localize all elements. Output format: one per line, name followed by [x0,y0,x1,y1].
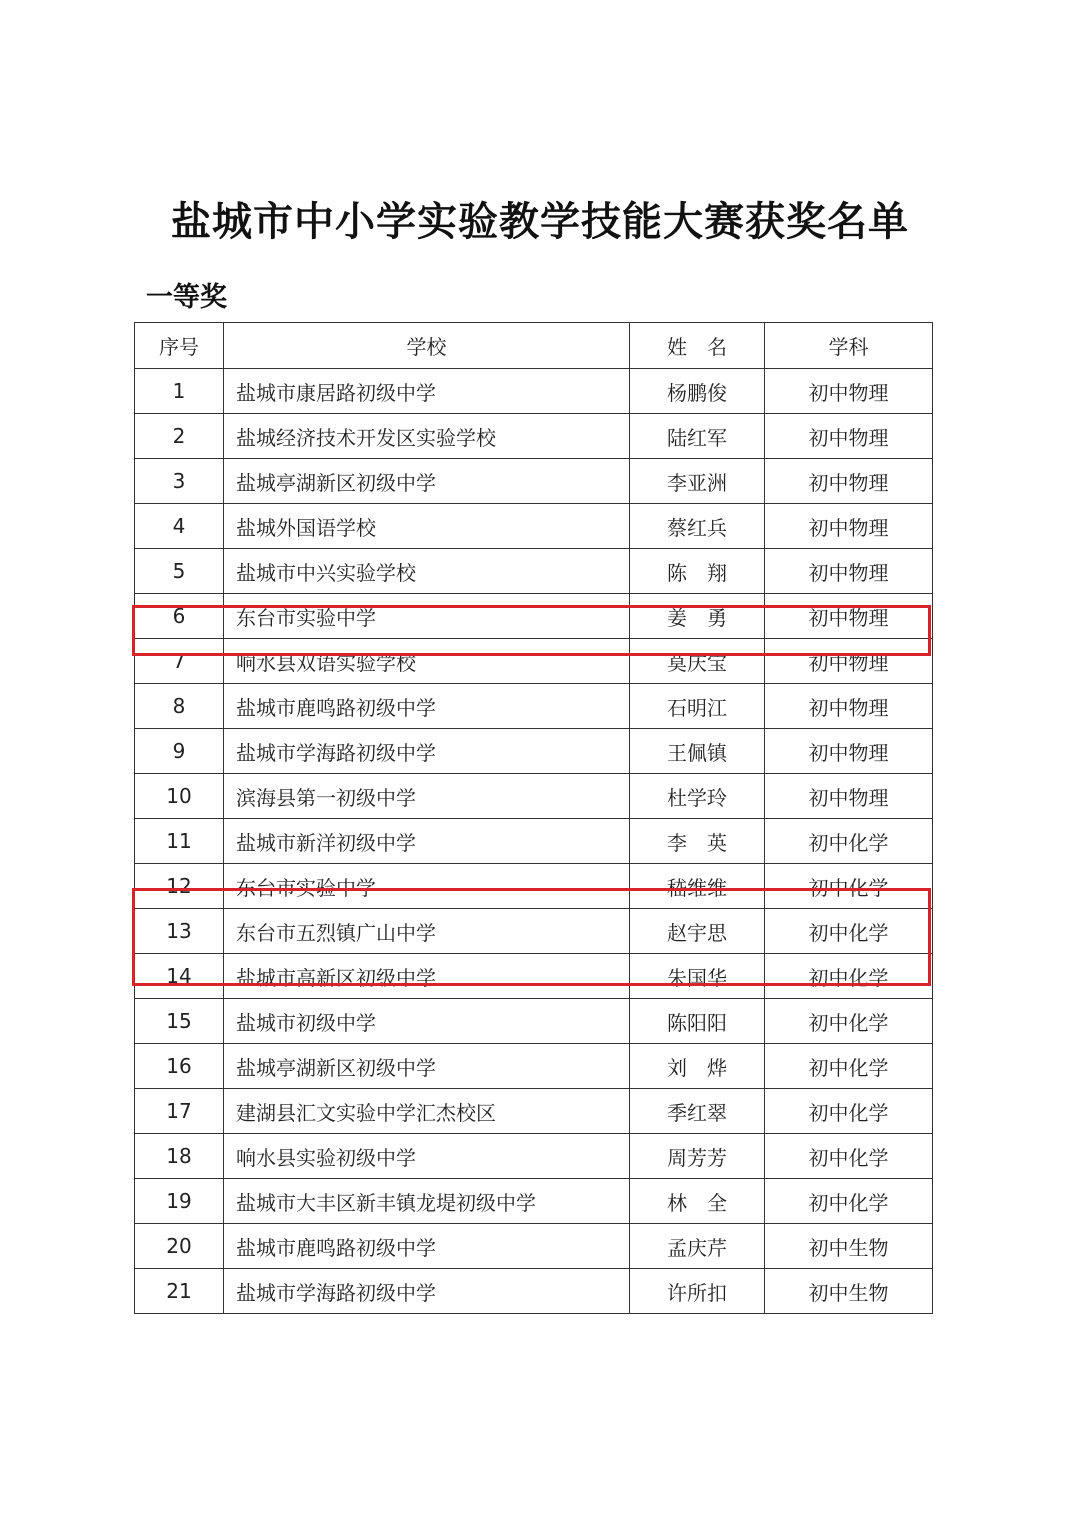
cell-name: 季红翠 [630,1089,765,1134]
cell-school: 盐城市大丰区新丰镇龙堤初级中学 [224,1179,630,1224]
table-row [135,1269,933,1314]
table-row [135,774,933,819]
header-seq: 序号 [135,323,224,369]
cell-subject: 初中物理 [765,369,933,414]
cell-seq: 5 [135,549,224,594]
cell-school: 东台市五烈镇广山中学 [224,909,630,954]
cell-subject: 初中物理 [765,594,933,639]
cell-subject: 初中物理 [765,774,933,819]
cell-seq: 21 [135,1269,224,1314]
cell-name: 陈 翔 [630,549,765,594]
cell-school: 响水县实验初级中学 [224,1134,630,1179]
header-subject: 学科 [765,323,933,369]
cell-school: 盐城经济技术开发区实验学校 [224,414,630,459]
cell-subject: 初中化学 [765,954,933,999]
table-row [135,414,933,459]
cell-seq: 6 [135,594,224,639]
cell-name: 姜 勇 [630,594,765,639]
cell-school: 盐城市鹿鸣路初级中学 [224,1224,630,1269]
cell-seq: 10 [135,774,224,819]
cell-name: 王佩镇 [630,729,765,774]
cell-name: 石明江 [630,684,765,729]
cell-name: 周芳芳 [630,1134,765,1179]
cell-school: 盐城市康居路初级中学 [224,369,630,414]
cell-seq: 12 [135,864,224,909]
table-row [135,999,933,1044]
cell-subject: 初中物理 [765,639,933,684]
cell-subject: 初中物理 [765,684,933,729]
cell-seq: 15 [135,999,224,1044]
table-row [135,1044,933,1089]
table-row [135,684,933,729]
cell-seq: 1 [135,369,224,414]
cell-name: 嵇维维 [630,864,765,909]
cell-school: 盐城亭湖新区初级中学 [224,1044,630,1089]
table-row [135,594,933,639]
table-row [135,864,933,909]
section-title-first-prize: 一等奖 [146,282,227,313]
cell-seq: 13 [135,909,224,954]
cell-name: 莫庆宝 [630,639,765,684]
table-header-row [135,323,933,369]
cell-subject: 初中化学 [765,1089,933,1134]
cell-school: 盐城市初级中学 [224,999,630,1044]
cell-school: 盐城市高新区初级中学 [224,954,630,999]
cell-subject: 初中生物 [765,1224,933,1269]
cell-name: 孟庆芹 [630,1224,765,1269]
header-school: 学校 [224,323,630,369]
cell-school: 响水县双语实验学校 [224,639,630,684]
cell-name: 刘 烨 [630,1044,765,1089]
cell-name: 赵宇思 [630,909,765,954]
cell-subject: 初中物理 [765,504,933,549]
cell-seq: 2 [135,414,224,459]
table-row [135,909,933,954]
table-row [135,369,933,414]
table-header [135,323,933,369]
cell-seq: 16 [135,1044,224,1089]
cell-name: 陆红军 [630,414,765,459]
cell-subject: 初中化学 [765,1179,933,1224]
cell-school: 盐城市新洋初级中学 [224,819,630,864]
cell-seq: 8 [135,684,224,729]
table-row [135,729,933,774]
table-row [135,819,933,864]
cell-subject: 初中物理 [765,729,933,774]
table-row [135,1134,933,1179]
cell-seq: 9 [135,729,224,774]
cell-name: 李 英 [630,819,765,864]
cell-subject: 初中化学 [765,819,933,864]
table-row [135,549,933,594]
award-table [134,322,933,1314]
cell-school: 盐城亭湖新区初级中学 [224,459,630,504]
cell-seq: 7 [135,639,224,684]
cell-seq: 19 [135,1179,224,1224]
cell-seq: 18 [135,1134,224,1179]
cell-seq: 20 [135,1224,224,1269]
cell-school: 建湖县汇文实验中学汇杰校区 [224,1089,630,1134]
cell-school: 盐城市学海路初级中学 [224,1269,630,1314]
cell-school: 盐城市学海路初级中学 [224,729,630,774]
cell-subject: 初中化学 [765,999,933,1044]
cell-seq: 4 [135,504,224,549]
cell-name: 杜学玲 [630,774,765,819]
cell-subject: 初中生物 [765,1269,933,1314]
cell-seq: 17 [135,1089,224,1134]
cell-subject: 初中化学 [765,1044,933,1089]
document-title: 盐城市中小学实验教学技能大赛获奖名单 [171,198,909,245]
cell-name: 陈阳阳 [630,999,765,1044]
table-row [135,1224,933,1269]
cell-subject: 初中化学 [765,1134,933,1179]
cell-subject: 初中物理 [765,459,933,504]
table-body [135,369,933,1314]
cell-school: 东台市实验中学 [224,594,630,639]
cell-name: 杨鹏俊 [630,369,765,414]
table-row [135,459,933,504]
cell-name: 许所扣 [630,1269,765,1314]
cell-school: 盐城市鹿鸣路初级中学 [224,684,630,729]
cell-subject: 初中化学 [765,864,933,909]
table-row [135,1179,933,1224]
header-name: 姓 名 [630,323,765,369]
cell-seq: 14 [135,954,224,999]
table-row [135,504,933,549]
table-row [135,639,933,684]
cell-name: 朱国华 [630,954,765,999]
cell-name: 李亚洲 [630,459,765,504]
table-row [135,1089,933,1134]
cell-name: 蔡红兵 [630,504,765,549]
cell-school: 盐城市中兴实验学校 [224,549,630,594]
cell-name: 林 全 [630,1179,765,1224]
cell-subject: 初中化学 [765,909,933,954]
cell-school: 盐城外国语学校 [224,504,630,549]
cell-school: 东台市实验中学 [224,864,630,909]
cell-seq: 3 [135,459,224,504]
cell-seq: 11 [135,819,224,864]
cell-school: 滨海县第一初级中学 [224,774,630,819]
cell-subject: 初中物理 [765,414,933,459]
cell-subject: 初中物理 [765,549,933,594]
table-row [135,954,933,999]
